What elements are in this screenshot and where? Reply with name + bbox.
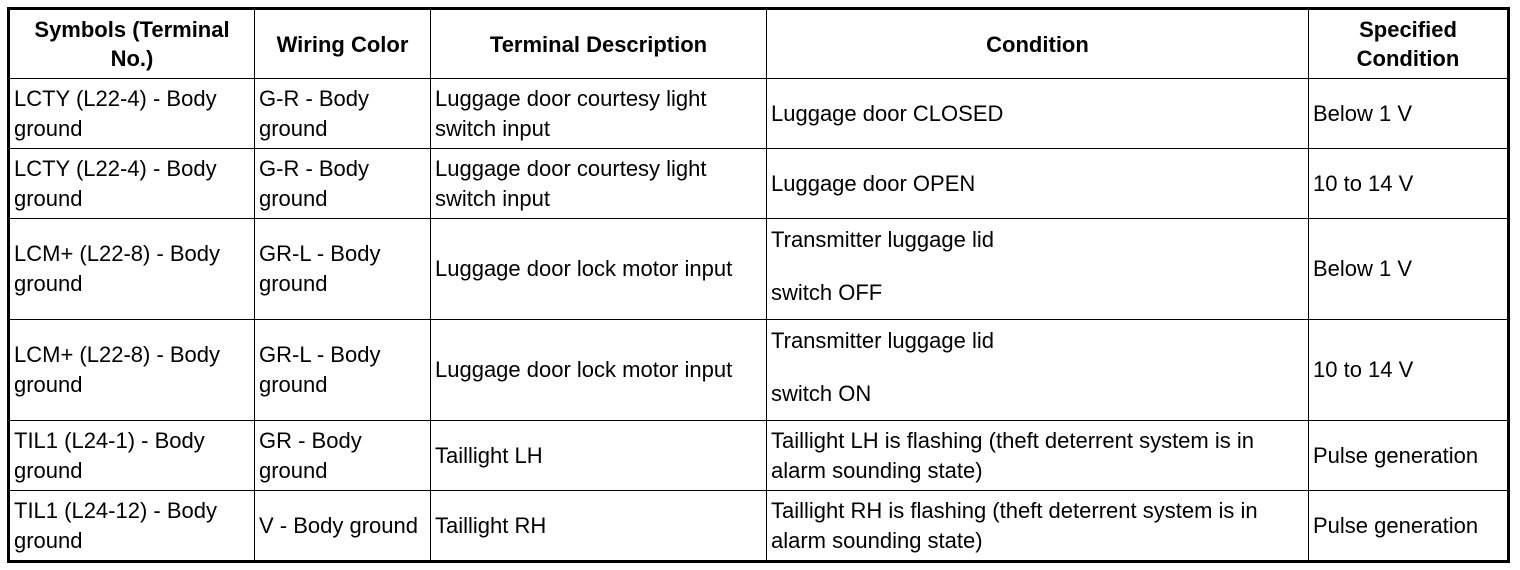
cell-wiring-color: GR-L - Body ground (255, 219, 431, 320)
cell-specified: 10 to 14 V (1309, 320, 1509, 421)
cell-description: Taillight RH (431, 491, 767, 562)
cell-specified: 10 to 14 V (1309, 149, 1509, 219)
header-symbols: Symbols (Terminal No.) (9, 9, 255, 79)
condition-line-1: Transmitter luggage lid (771, 227, 994, 252)
cell-symbols: LCTY (L22-4) - Body ground (9, 149, 255, 219)
cell-symbols: LCM+ (L22-8) - Body ground (9, 320, 255, 421)
cell-description: Luggage door lock motor input (431, 320, 767, 421)
condition-line-2: switch OFF (771, 280, 883, 305)
table-row (9, 219, 1509, 320)
header-condition: Condition (767, 9, 1309, 79)
cell-symbols: TIL1 (L24-1) - Body ground (9, 421, 255, 491)
cell-symbols: LCM+ (L22-8) - Body ground (9, 219, 255, 320)
cell-wiring-color: G-R - Body ground (255, 149, 431, 219)
cell-specified: Below 1 V (1309, 219, 1509, 320)
table-row (9, 149, 1509, 219)
condition-line-2: switch ON (771, 381, 872, 406)
cell-description: Luggage door lock motor input (431, 219, 767, 320)
table-row (9, 491, 1509, 562)
table-row (9, 79, 1509, 149)
cell-specified: Below 1 V (1309, 79, 1509, 149)
condition-line-1: Transmitter luggage lid (771, 328, 994, 353)
table-header-row (9, 9, 1509, 79)
cell-condition (767, 320, 1309, 421)
cell-condition: Luggage door CLOSED (767, 79, 1309, 149)
table-row (9, 421, 1509, 491)
header-wiring-color: Wiring Color (255, 9, 431, 79)
cell-condition: Taillight LH is flashing (theft deterrent system is in alarm sounding state) (767, 421, 1309, 491)
table-row (9, 320, 1509, 421)
cell-condition: Taillight RH is flashing (theft deterrent system is in alarm sounding state) (767, 491, 1309, 562)
header-terminal-description: Terminal Description (431, 9, 767, 79)
cell-symbols: TIL1 (L24-12) - Body ground (9, 491, 255, 562)
cell-specified: Pulse generation (1309, 491, 1509, 562)
header-specified-condition: Specified Condition (1309, 9, 1509, 79)
cell-specified: Pulse generation (1309, 421, 1509, 491)
cell-wiring-color: V - Body ground (255, 491, 431, 562)
cell-symbols: LCTY (L22-4) - Body ground (9, 79, 255, 149)
cell-wiring-color: GR - Body ground (255, 421, 431, 491)
cell-condition: Luggage door OPEN (767, 149, 1309, 219)
cell-wiring-color: GR-L - Body ground (255, 320, 431, 421)
cell-wiring-color: G-R - Body ground (255, 79, 431, 149)
cell-description: Luggage door courtesy light switch input (431, 79, 767, 149)
terminal-specification-table (7, 7, 1510, 563)
cell-description: Luggage door courtesy light switch input (431, 149, 767, 219)
cell-condition (767, 219, 1309, 320)
cell-description: Taillight LH (431, 421, 767, 491)
